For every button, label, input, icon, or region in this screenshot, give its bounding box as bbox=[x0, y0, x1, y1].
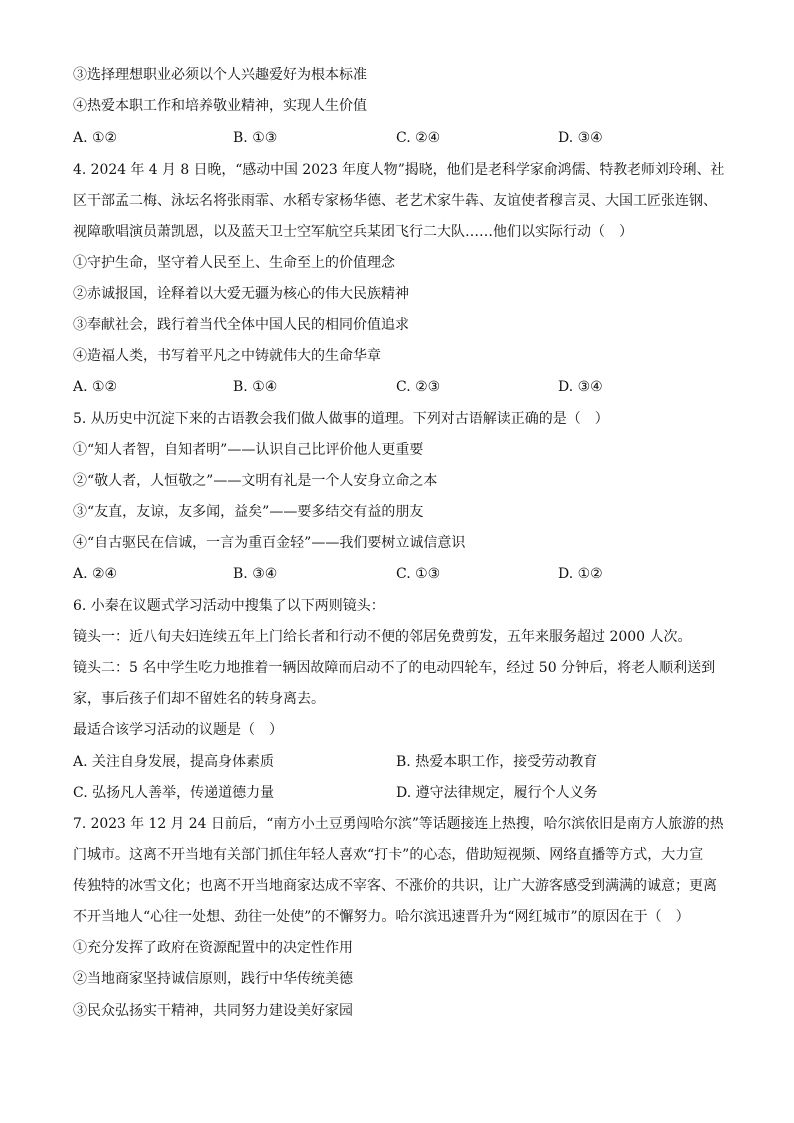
q4-option-c: C. ②③ bbox=[396, 379, 441, 395]
q6-scene-2-line-1: 镜头二：5 名中学生吃力地推着一辆因故障而启动不了的电动四轮车，经过 50 分钟后，将老人顺利送到 bbox=[73, 660, 716, 676]
q7-stem-line-3: 传独特的冰雪文化；也离不开当地商家达成不宰客、不涨价的共识，让广大游客感受到满满的诚意；更离 bbox=[73, 878, 717, 894]
q4-option-b: B. ①④ bbox=[233, 379, 278, 395]
q4-stem-line-1: 4. 2024 年 4 月 8 日晚，“感动中国 2023 年度人物”揭晓，他们是老科学家俞鸿儒、特教老师刘玲琍、社 bbox=[73, 162, 725, 178]
q3-option-a: A. ①② bbox=[73, 130, 118, 146]
q4-statement-1: ①守护生命，坚守着人民至上、生命至上的价值理念 bbox=[73, 255, 395, 271]
q4-option-d: D. ③④ bbox=[558, 379, 603, 395]
q4-statement-4: ④造福人类，书写着平凡之中铸就伟大的生命华章 bbox=[73, 348, 381, 364]
q5-statement-4: ④“自古驱民在信诚，一言为重百金轻”——我们要树立诚信意识 bbox=[73, 535, 466, 551]
q5-statement-1: ①“知人者智，自知者明”——认识自己比评价他人更重要 bbox=[73, 442, 424, 458]
q5-option-d: D. ①② bbox=[558, 566, 603, 582]
q7-statement-2: ②当地商家坚持诚信原则，践行中华传统美德 bbox=[73, 971, 353, 987]
q5-option-a: A. ②④ bbox=[73, 566, 118, 582]
q7-statement-3: ③民众弘扬实干精神，共同努力建设美好家园 bbox=[73, 1003, 353, 1019]
q4-statement-2: ②赤诚报国，诠释着以大爱无疆为核心的伟大民族精神 bbox=[73, 286, 409, 302]
q6-option-b: B. 热爱本职工作，接受劳动教育 bbox=[396, 754, 598, 770]
q6-stem: 6. 小秦在议题式学习活动中搜集了以下两则镜头： bbox=[73, 598, 385, 614]
q3-option-d: D. ③④ bbox=[558, 130, 603, 146]
q3-option-c: C. ②④ bbox=[396, 130, 441, 146]
q3-option-b: B. ①③ bbox=[233, 130, 278, 146]
q7-stem-line-1: 7. 2023 年 12 月 24 日前后，“南方小土豆勇闯哈尔滨”等话题接连上热搜，哈尔滨依旧是南方人旅游的热 bbox=[73, 816, 724, 832]
q6-option-c: C. 弘扬凡人善举，传递道德力量 bbox=[73, 785, 275, 801]
q6-scene-1: 镜头一：近八旬夫妇连续五年上门给长者和行动不便的邻居免费剪发，五年来服务超过 2000 人次。 bbox=[73, 629, 692, 645]
q4-statement-3: ③奉献社会，践行着当代全体中国人民的相同价值追求 bbox=[73, 317, 409, 333]
q4-stem-line-2: 区干部孟二梅、泳坛名将张雨霏、水稻专家杨华德、老艺术家牛犇、友谊使者穆言灵、大国工匠张连钢、 bbox=[73, 193, 717, 209]
q5-statement-2: ②“敬人者，人恒敬之”——文明有礼是一个人安身立命之本 bbox=[73, 473, 438, 489]
q6-option-d: D. 遵守法律规定，履行个人义务 bbox=[396, 785, 598, 801]
q7-stem-line-2: 门城市。这离不开当地有关部门抓住年轻人喜欢“打卡”的心态，借助短视频、网络直播等方式，大力宣 bbox=[73, 847, 704, 863]
q5-stem: 5. 从历史中沉淀下来的古语教会我们做人做事的道理。下列对古语解读正确的是（ ） bbox=[73, 411, 609, 427]
q4-stem-line-3: 视障歌唱演员萧凯恩，以及蓝天卫士空军航空兵某团飞行二大队……他们以实际行动（ ） bbox=[73, 224, 633, 240]
q4-option-a: A. ①② bbox=[73, 379, 118, 395]
q5-option-c: C. ①③ bbox=[396, 566, 441, 582]
q5-option-b: B. ③④ bbox=[233, 566, 278, 582]
q7-statement-1: ①充分发挥了政府在资源配置中的决定性作用 bbox=[73, 940, 353, 956]
q3-statement-4: ④热爱本职工作和培养敬业精神，实现人生价值 bbox=[73, 98, 367, 114]
q6-scene-2-line-2: 家，事后孩子们却不留姓名的转身离去。 bbox=[73, 691, 325, 707]
q5-statement-3: ③“友直，友谅，友多闻，益矣”——要多结交有益的朋友 bbox=[73, 504, 424, 520]
q7-stem-line-4: 不开当地人“心往一处想、劲往一处使”的不懈努力。哈尔滨迅速晋升为“网红城市”的原因在于（ ） bbox=[73, 909, 690, 925]
q6-option-a: A. 关注自身发展，提高身体素质 bbox=[73, 754, 275, 770]
q3-statement-3: ③选择理想职业必须以个人兴趣爱好为根本标准 bbox=[73, 67, 367, 83]
q6-question: 最适合该学习活动的议题是（ ） bbox=[73, 722, 283, 738]
